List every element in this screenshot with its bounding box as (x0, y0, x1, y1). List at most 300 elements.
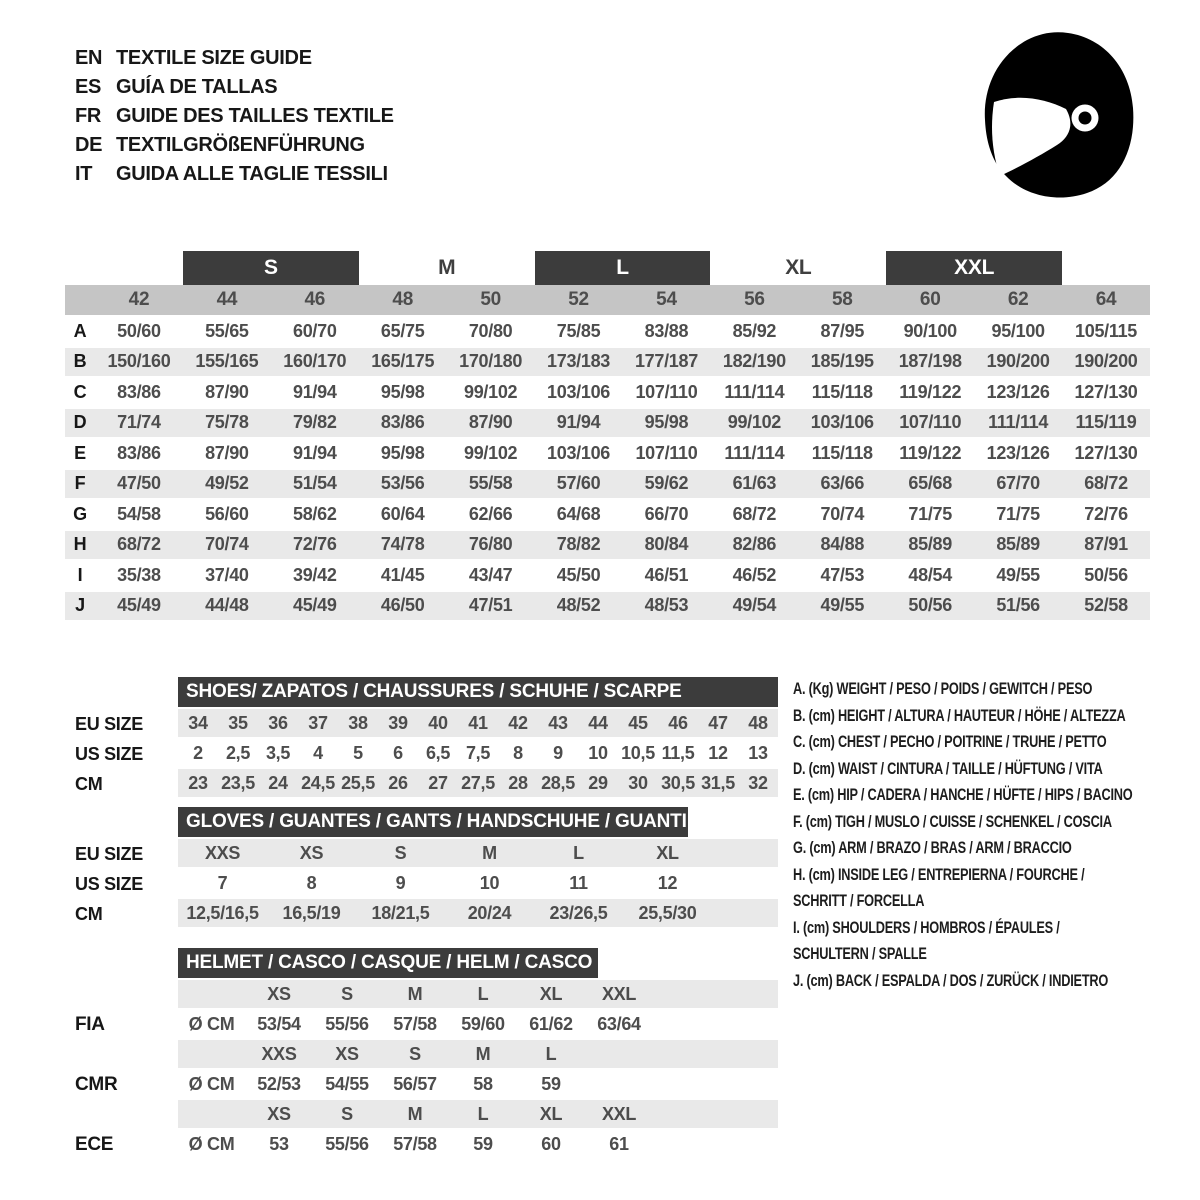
value-cell: 52/58 (1084, 595, 1128, 616)
row-values (178, 869, 778, 899)
language-row (75, 73, 394, 102)
language-code: ES (75, 76, 102, 98)
value-cell: 41 (468, 712, 488, 733)
value-cell: 9 (553, 742, 563, 763)
legend-entry: SCHRITT / FORCELLA (793, 891, 925, 910)
size-cell: 44 (216, 289, 238, 310)
row-label: C (73, 381, 87, 402)
language-code: EN (75, 47, 103, 69)
value-cell: 190/200 (1074, 351, 1138, 372)
value-cell: 37/40 (205, 564, 249, 585)
value-cell: 25,5 (341, 772, 375, 793)
shoes-size-table (65, 677, 778, 799)
size-cell: 46 (304, 289, 326, 310)
language-title: GUIDA ALLE TAGLIE TESSILI (116, 163, 388, 185)
value-cell: 79/82 (293, 412, 337, 433)
value-cell: 59 (473, 1133, 493, 1154)
value-cell: 40 (428, 712, 448, 733)
value-cell: 53/54 (257, 1013, 301, 1034)
value-cell: 12 (708, 742, 728, 763)
value-cell: 46/50 (380, 595, 425, 616)
value-cell: 170/180 (459, 351, 523, 372)
language-title: TEXTILE SIZE GUIDE (116, 47, 312, 69)
value-cell: 6 (393, 742, 403, 763)
value-cell: 2 (193, 742, 203, 763)
legend-entry: G. (cm) ARM / BRAZO / BRAS / ARM / BRACCIO (793, 838, 1072, 857)
row-label: US SIZE (75, 873, 143, 894)
value-cell: 36 (268, 712, 288, 733)
value-cell: 119/122 (899, 442, 962, 463)
size-cell: 48 (392, 289, 413, 310)
value-cell: 32 (748, 772, 768, 793)
size-cell: L (477, 1103, 489, 1124)
value-cell: 160/170 (283, 351, 347, 372)
size-cell: M (407, 1103, 423, 1124)
value-cell: 83/86 (380, 412, 425, 433)
value-cell: 60 (541, 1133, 561, 1154)
value-cell: 61 (609, 1133, 629, 1154)
value-cell: 6,5 (425, 742, 451, 763)
helmet-size-header-row (65, 1040, 778, 1070)
value-cell: 107/110 (635, 442, 698, 463)
size-group-xl: XL (785, 256, 812, 279)
value-cell: 87/91 (1084, 534, 1128, 555)
value-cell: 127/130 (1074, 442, 1138, 463)
row-label: I (77, 564, 83, 585)
table-row (65, 769, 778, 799)
value-cell: 53/56 (380, 473, 425, 494)
value-cell: 5 (353, 742, 363, 763)
measurement-legend (793, 676, 1193, 994)
value-cell: 185/195 (810, 351, 874, 372)
gloves-rows (65, 839, 778, 929)
size-group-xxl: XXL (886, 251, 1062, 285)
row-values (178, 739, 778, 769)
row-label: A (73, 320, 87, 341)
value-cell: 111/114 (724, 442, 785, 463)
value-cell: 45/50 (556, 564, 601, 585)
size-cell: S (341, 1103, 353, 1124)
row-label: EU SIZE (75, 713, 143, 734)
value-cell: 83/88 (644, 320, 689, 341)
measurement-row (65, 438, 1150, 469)
value-cell: L (573, 842, 584, 863)
language-code: FR (75, 105, 102, 127)
helmet-size-header-row (65, 1100, 778, 1130)
value-cell: M (482, 842, 497, 863)
value-cell: 87/90 (468, 412, 513, 433)
legend-entry: C. (cm) CHEST / PECHO / POITRINE / TRUHE / PETTO (793, 732, 1107, 751)
value-cell: 28 (508, 772, 528, 793)
value-cell: 39 (388, 712, 408, 733)
language-code: IT (75, 163, 93, 185)
size-cell: XXL (601, 1103, 637, 1124)
value-cell: 95/100 (991, 320, 1045, 341)
value-cell: 2,5 (225, 742, 251, 763)
helmet-value-row (65, 1070, 778, 1100)
measurement-row (65, 591, 1150, 622)
value-cell: 46 (668, 712, 688, 733)
size-cell: XXS (261, 1043, 297, 1064)
helmet-value-row (65, 1010, 778, 1040)
size-cell: 52 (568, 289, 589, 310)
value-cell: 91/94 (556, 412, 601, 433)
value-cell: 48/54 (908, 564, 952, 585)
value-cell: 64/68 (556, 503, 601, 524)
value-cell: 91/94 (293, 381, 337, 402)
value-cell: 13 (748, 742, 768, 763)
value-cell: 23/26,5 (549, 902, 608, 923)
value-cell: 12 (657, 872, 678, 893)
row-values (178, 1010, 778, 1040)
value-cell: 70/74 (205, 534, 249, 555)
measurement-row (65, 530, 1150, 561)
value-cell: 105/115 (1075, 320, 1138, 341)
value-cell: 23,5 (221, 772, 255, 793)
value-cell: 48 (748, 712, 768, 733)
numeric-size-row (65, 285, 1150, 316)
size-group-l: L (535, 251, 711, 285)
size-cell: L (477, 983, 489, 1004)
size-cell: 64 (1095, 289, 1117, 310)
value-cell: S (394, 842, 407, 863)
measurement-row (65, 316, 1150, 347)
size-cell: 56 (744, 289, 765, 310)
value-cell: 45 (628, 712, 648, 733)
row-label: F (74, 473, 86, 494)
row-label-spacer (65, 1100, 178, 1130)
value-cell: 24,5 (301, 772, 335, 793)
value-cell: 55/65 (205, 320, 249, 341)
value-cell: 50/56 (908, 595, 952, 616)
value-cell: 49/55 (820, 595, 865, 616)
language-row (75, 102, 394, 131)
value-cell: 107/110 (899, 412, 962, 433)
value-cell: 45/49 (117, 595, 161, 616)
value-cell: 35 (228, 712, 248, 733)
row-values (178, 980, 778, 1010)
value-cell: 61/62 (529, 1013, 573, 1034)
value-cell: 39/42 (293, 564, 337, 585)
value-cell: 48/52 (556, 595, 601, 616)
value-cell: 68/72 (1084, 473, 1128, 494)
value-cell: 65/68 (908, 473, 952, 494)
value-cell: 49/54 (732, 595, 777, 616)
value-cell: 63/66 (820, 473, 865, 494)
row-label: B (73, 351, 87, 372)
measurement-row (65, 408, 1150, 439)
value-cell: 58 (473, 1073, 493, 1094)
value-cell: 38 (348, 712, 368, 733)
size-cell: M (407, 983, 423, 1004)
value-cell: 66/70 (644, 503, 689, 524)
row-label: ECE (75, 1134, 114, 1155)
value-cell: 72/76 (1084, 503, 1128, 524)
helmet-title-bar: HELMET / CASCO / CASQUE / HELM / CASCO (178, 948, 598, 978)
value-cell: 71/75 (996, 503, 1040, 524)
size-cell: XS (267, 1103, 291, 1124)
language-row (75, 44, 394, 73)
row-values (178, 1040, 778, 1070)
row-values (178, 1070, 778, 1100)
value-cell: 85/89 (996, 534, 1040, 555)
value-cell: XS (299, 842, 324, 863)
size-group-row (65, 251, 1150, 285)
size-cell: XS (267, 983, 291, 1004)
language-row (75, 160, 394, 189)
row-label: CM (75, 903, 103, 924)
table-row (65, 839, 778, 869)
value-cell: 43/47 (468, 564, 513, 585)
value-cell: 71/75 (908, 503, 952, 524)
value-cell: 127/130 (1074, 381, 1138, 402)
value-cell: 187/198 (898, 351, 962, 372)
value-cell: 85/92 (732, 320, 777, 341)
value-cell: 25,5/30 (638, 902, 697, 923)
value-cell: 10,5 (621, 742, 655, 763)
value-cell: 65/75 (380, 320, 425, 341)
helmet-rows (65, 980, 778, 1160)
measurement-row (65, 560, 1150, 591)
legend-entry: E. (cm) HIP / CADERA / HANCHE / HÜFTE / HIPS / BACINO (793, 785, 1133, 804)
value-cell: 47/50 (117, 473, 161, 494)
value-cell: 10 (588, 742, 608, 763)
language-title: GUÍA DE TALLAS (116, 76, 278, 98)
language-code: DE (75, 134, 103, 156)
value-cell: 49/55 (996, 564, 1040, 585)
row-label: E (74, 442, 86, 463)
value-cell: 82/86 (732, 534, 777, 555)
value-cell: 41/45 (380, 564, 425, 585)
value-cell: 103/106 (547, 442, 611, 463)
value-cell: 95/98 (644, 412, 689, 433)
size-cell: 42 (128, 289, 150, 310)
value-cell: 182/190 (722, 351, 786, 372)
helmet-size-table (65, 948, 778, 1160)
value-cell: 83/86 (117, 442, 161, 463)
size-cell: XL (539, 983, 563, 1004)
legend-entry: I. (cm) SHOULDERS / HOMBROS / ÉPAULES / (793, 917, 1060, 937)
value-cell: XXS (204, 842, 241, 863)
row-label-spacer (65, 1040, 178, 1070)
value-cell: 91/94 (293, 442, 337, 463)
value-cell: 177/187 (634, 351, 698, 372)
value-cell: 99/102 (463, 381, 518, 402)
value-cell: 43 (548, 712, 568, 733)
row-label: D (73, 412, 87, 433)
value-cell: 18/21,5 (371, 902, 430, 923)
value-cell: 70/74 (820, 503, 865, 524)
value-cell: 60/64 (380, 503, 425, 524)
value-cell: 115/118 (811, 381, 873, 402)
row-label: CMR (75, 1074, 118, 1095)
legend-entry: B. (cm) HEIGHT / ALTURA / HAUTEUR / HÖHE / ALTEZZA (793, 705, 1126, 725)
value-cell: 54/58 (117, 503, 161, 524)
language-title: GUIDE DES TAILLES TEXTILE (116, 105, 394, 127)
value-cell: 12,5/16,5 (186, 902, 259, 923)
value-cell: 87/95 (820, 320, 865, 341)
value-cell: 27 (428, 772, 448, 793)
unit-cell: Ø CM (188, 1073, 235, 1094)
value-cell: 31,5 (701, 772, 735, 793)
value-cell: 47 (708, 712, 728, 733)
legend-entry: D. (cm) WAIST / CINTURA / TAILLE / HÜFTUNG / VITA (793, 758, 1103, 778)
size-group-m: M (438, 256, 456, 279)
value-cell: 37 (308, 712, 328, 733)
value-cell: 67/70 (996, 473, 1040, 494)
value-cell: 59/60 (461, 1013, 505, 1034)
legend-entry: F. (cm) TIGH / MUSLO / CUISSE / SCHENKEL / COSCIA (793, 811, 1112, 831)
row-label: G (73, 503, 87, 524)
value-cell: 63/64 (597, 1013, 641, 1034)
row-values (178, 1130, 778, 1160)
value-cell: 47/53 (820, 564, 865, 585)
value-cell: 99/102 (463, 442, 518, 463)
size-cell: XXL (601, 983, 637, 1004)
row-values (178, 899, 778, 929)
value-cell: 52/53 (257, 1073, 301, 1094)
value-cell: 103/106 (810, 412, 874, 433)
value-cell: 71/74 (117, 412, 161, 433)
value-cell: 95/98 (380, 442, 425, 463)
value-cell: 35/38 (117, 564, 161, 585)
value-cell: 190/200 (986, 351, 1050, 372)
row-label: J (75, 595, 85, 616)
value-cell: 123/126 (986, 442, 1050, 463)
value-cell: 111/114 (724, 381, 785, 402)
gloves-title-bar: GLOVES / GUANTES / GANTS / HANDSCHUHE / GUANTI (178, 807, 688, 837)
helmet-value-row (65, 1130, 778, 1160)
row-values (178, 709, 778, 739)
value-cell: 51/56 (996, 595, 1040, 616)
value-cell: XL (656, 842, 679, 863)
value-cell: 85/89 (908, 534, 952, 555)
value-cell: 51/54 (293, 473, 337, 494)
language-row (75, 131, 394, 160)
size-cell: 50 (480, 289, 501, 310)
value-cell: 7 (217, 872, 228, 893)
value-cell: 115/119 (1075, 412, 1137, 433)
size-cell: L (545, 1043, 557, 1064)
value-cell: 123/126 (986, 381, 1050, 402)
unit-cell: Ø CM (188, 1013, 235, 1034)
value-cell: 45/49 (293, 595, 337, 616)
legend-entry: J. (cm) BACK / ESPALDA / DOS / ZURÜCK / INDIETRO (793, 970, 1109, 990)
table-row (65, 739, 778, 769)
measurement-row (65, 377, 1150, 408)
value-cell: 60/70 (293, 320, 337, 341)
size-cell: S (409, 1043, 421, 1064)
value-cell: 59/62 (644, 473, 689, 494)
size-group-s: S (183, 251, 359, 285)
size-cell: 54 (656, 289, 677, 310)
value-cell: 165/175 (371, 351, 435, 372)
value-cell: 9 (395, 872, 406, 893)
textile-size-table (65, 251, 1150, 621)
measurement-row (65, 347, 1150, 378)
size-cell: XL (539, 1103, 563, 1124)
row-values (178, 769, 778, 799)
value-cell: 50/56 (1084, 564, 1128, 585)
value-cell: 107/110 (635, 381, 698, 402)
value-cell: 10 (479, 872, 500, 893)
value-cell: 76/80 (468, 534, 513, 555)
row-label: FIA (75, 1014, 105, 1035)
value-cell: 30,5 (661, 772, 695, 793)
value-cell: 23 (188, 772, 208, 793)
table-row (65, 709, 778, 739)
row-label-spacer (65, 980, 178, 1010)
value-cell: 59 (541, 1073, 561, 1094)
value-cell: 30 (628, 772, 648, 793)
value-cell: 46/51 (644, 564, 689, 585)
value-cell: 4 (313, 742, 323, 763)
value-cell: 55/56 (325, 1133, 369, 1154)
value-cell: 58/62 (293, 503, 337, 524)
row-label: CM (75, 773, 103, 794)
row-values (178, 839, 778, 869)
value-cell: 11 (569, 872, 588, 893)
value-cell: 173/183 (547, 351, 611, 372)
value-cell: 3,5 (265, 742, 291, 763)
value-cell: 84/88 (820, 534, 865, 555)
table-row (65, 899, 778, 929)
value-cell: 56/60 (205, 503, 249, 524)
value-cell: 54/55 (325, 1073, 369, 1094)
value-cell: 57/58 (393, 1133, 437, 1154)
value-cell: 61/63 (732, 473, 777, 494)
size-cell: S (341, 983, 353, 1004)
value-cell: 56/57 (393, 1073, 437, 1094)
value-cell: 72/76 (293, 534, 337, 555)
row-label: EU SIZE (75, 843, 143, 864)
table-row (65, 869, 778, 899)
value-cell: 68/72 (117, 534, 161, 555)
value-cell: 48/53 (644, 595, 689, 616)
legend-entry: H. (cm) INSIDE LEG / ENTREPIERNA / FOURCHE / (793, 864, 1085, 884)
value-cell: 20/24 (467, 902, 512, 923)
value-cell: 28,5 (541, 772, 575, 793)
value-cell: 7,5 (465, 742, 491, 763)
row-label: US SIZE (75, 743, 143, 764)
value-cell: 46/52 (732, 564, 777, 585)
value-cell: 8 (513, 742, 523, 763)
value-cell: 119/122 (899, 381, 962, 402)
value-cell: 8 (306, 872, 317, 893)
value-cell: 55/56 (325, 1013, 369, 1034)
value-cell: 87/90 (205, 381, 249, 402)
row-values (178, 1100, 778, 1130)
language-title-list (75, 44, 394, 189)
value-cell: 50/60 (117, 320, 161, 341)
legend-entry: SCHULTERN / SPALLE (793, 944, 927, 963)
size-cell: XS (335, 1043, 359, 1064)
value-cell: 111/114 (988, 412, 1049, 433)
size-cell: M (475, 1043, 491, 1064)
shoes-title-bar: SHOES/ ZAPATOS / CHAUSSURES / SCHUHE / SCARPE (178, 677, 778, 707)
value-cell: 150/160 (107, 351, 171, 372)
gloves-size-table (65, 807, 778, 929)
value-cell: 55/58 (468, 473, 513, 494)
value-cell: 42 (508, 712, 528, 733)
value-cell: 44 (588, 712, 608, 733)
unit-cell: Ø CM (188, 1133, 235, 1154)
value-cell: 115/118 (811, 442, 873, 463)
value-cell: 49/52 (205, 473, 249, 494)
value-cell: 70/80 (468, 320, 513, 341)
measurement-row (65, 469, 1150, 500)
size-cell: 60 (919, 289, 941, 310)
